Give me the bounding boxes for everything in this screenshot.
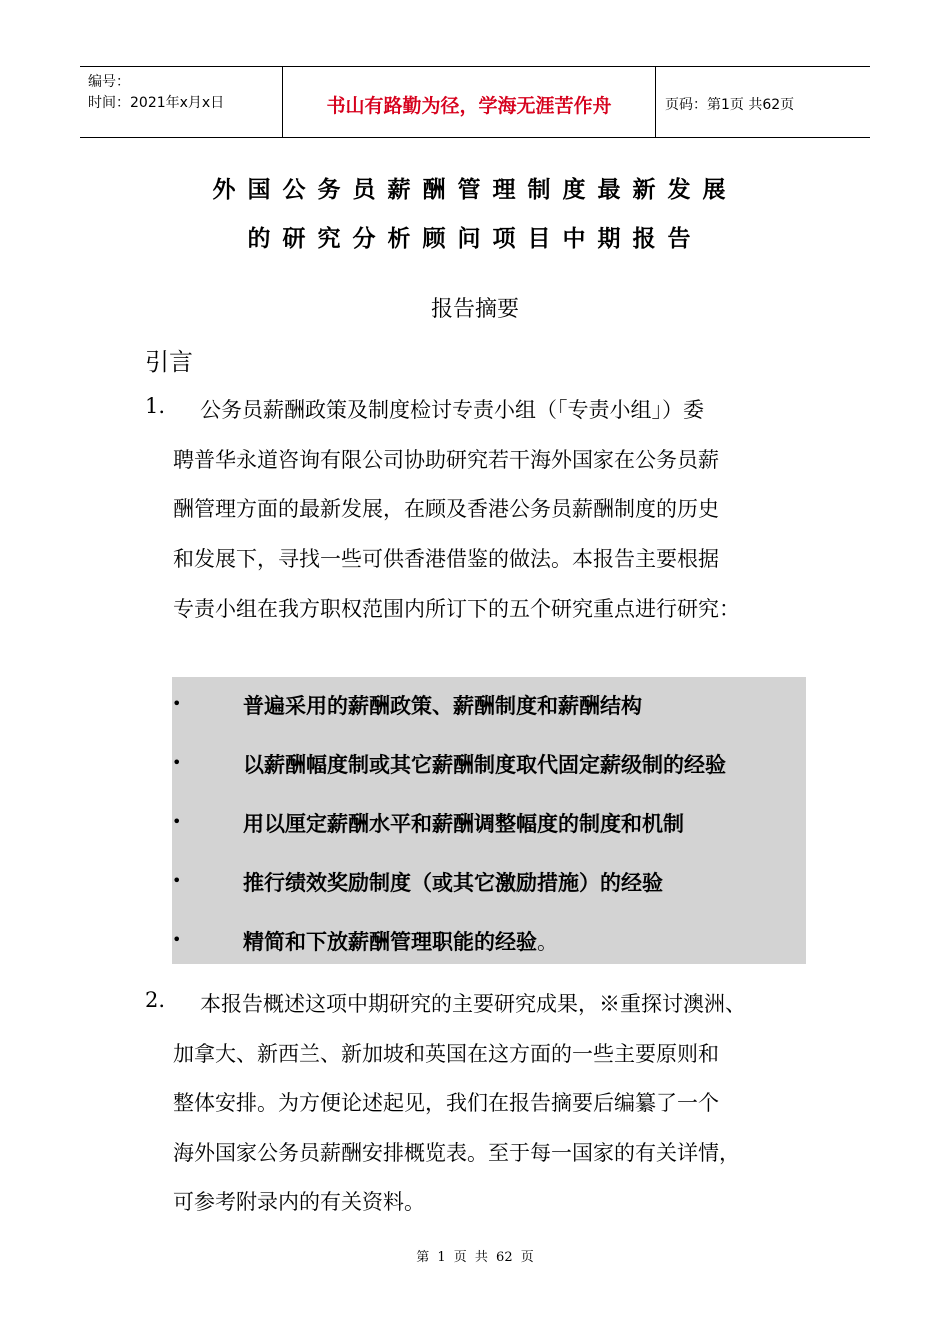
bullet-item <box>243 690 642 720</box>
time-label: 时间：2021年x月x日 <box>88 95 225 111</box>
bullet-dot: • <box>172 812 182 831</box>
bullet-item <box>243 808 684 838</box>
bullet-dot: • <box>172 694 182 713</box>
paragraph-2-number: 2. <box>145 988 166 1012</box>
paragraph-2-line: 加拿大、新西兰、新加坡和英国在这方面的一些主要原则和 <box>173 1042 719 1066</box>
bullet-item-text: 普遍采用的薪酬政策、薪酬制度和薪酬结构 <box>243 694 642 718</box>
paragraph-1-line: 公务员薪酬政策及制度检讨专责小组（「专责小组」）委 <box>200 398 704 422</box>
title-line-1: 外国公务员薪酬管理制度最新发展 <box>212 176 738 203</box>
paragraph-2-line: 本报告概述这项中期研究的主要研究成果，※重探讨澳洲、 <box>200 992 746 1016</box>
subtitle: 报告摘要 <box>430 297 519 322</box>
number-label: 编号： <box>88 74 130 90</box>
bullet-dot: • <box>172 871 182 890</box>
bullet-dot: • <box>172 753 182 772</box>
bullet-item-text: 以薪酬幅度制或其它薪酬制度取代固定薪级制的经验 <box>243 753 726 777</box>
paragraph-1-line: 和发展下，寻找一些可供香港借鉴的做法。本报告主要根据 <box>173 547 719 571</box>
bullet-item <box>243 749 726 779</box>
paragraph-2-line: 海外国家公务员薪酬安排概览表。至于每一国家的有关详情， <box>173 1141 740 1165</box>
header-center-cell <box>282 67 656 137</box>
paragraph-1-number: 1. <box>145 394 166 418</box>
bullet-item-trail: 。 <box>537 930 558 954</box>
motto: 书山有路勤为径，学海无涯苦作舟 <box>326 95 612 117</box>
bullet-item-text: 用以厘定薪酬水平和薪酬调整幅度的制度和机制 <box>243 812 684 836</box>
bullet-item <box>243 926 558 956</box>
paragraph-1-line: 专责小组在我方职权范围内所订下的五个研究重点进行研究： <box>173 597 740 621</box>
paragraph-1-line: 酬管理方面的最新发展，在顾及香港公务员薪酬制度的历史 <box>173 497 719 521</box>
bullet-item <box>243 867 663 897</box>
page-code: 页码：第1页 共62页 <box>665 97 795 113</box>
paragraph-2-line: 整体安排。为方便论述起见，我们在报告摘要后编纂了一个 <box>173 1091 719 1115</box>
section-heading: 引言 <box>145 348 193 376</box>
header-table <box>80 66 870 138</box>
bullet-item-text: 推行绩效奖励制度（或其它激励措施）的经验 <box>243 871 663 895</box>
paragraph-2-line: 可参考附录内的有关资料。 <box>173 1190 425 1214</box>
bullet-dot: • <box>172 930 182 949</box>
header-left-cell <box>80 67 282 137</box>
title-line-2: 的研究分析顾问项目中期报告 <box>247 225 703 252</box>
paragraph-1-line: 聘普华永道咨询有限公司协助研究若干海外国家在公务员薪 <box>173 448 719 472</box>
bullet-item-text: 精简和下放薪酬管理职能的经验 <box>243 930 537 954</box>
page-footer: 第 1 页 共 62 页 <box>416 1250 534 1265</box>
header-right-cell <box>655 67 870 137</box>
